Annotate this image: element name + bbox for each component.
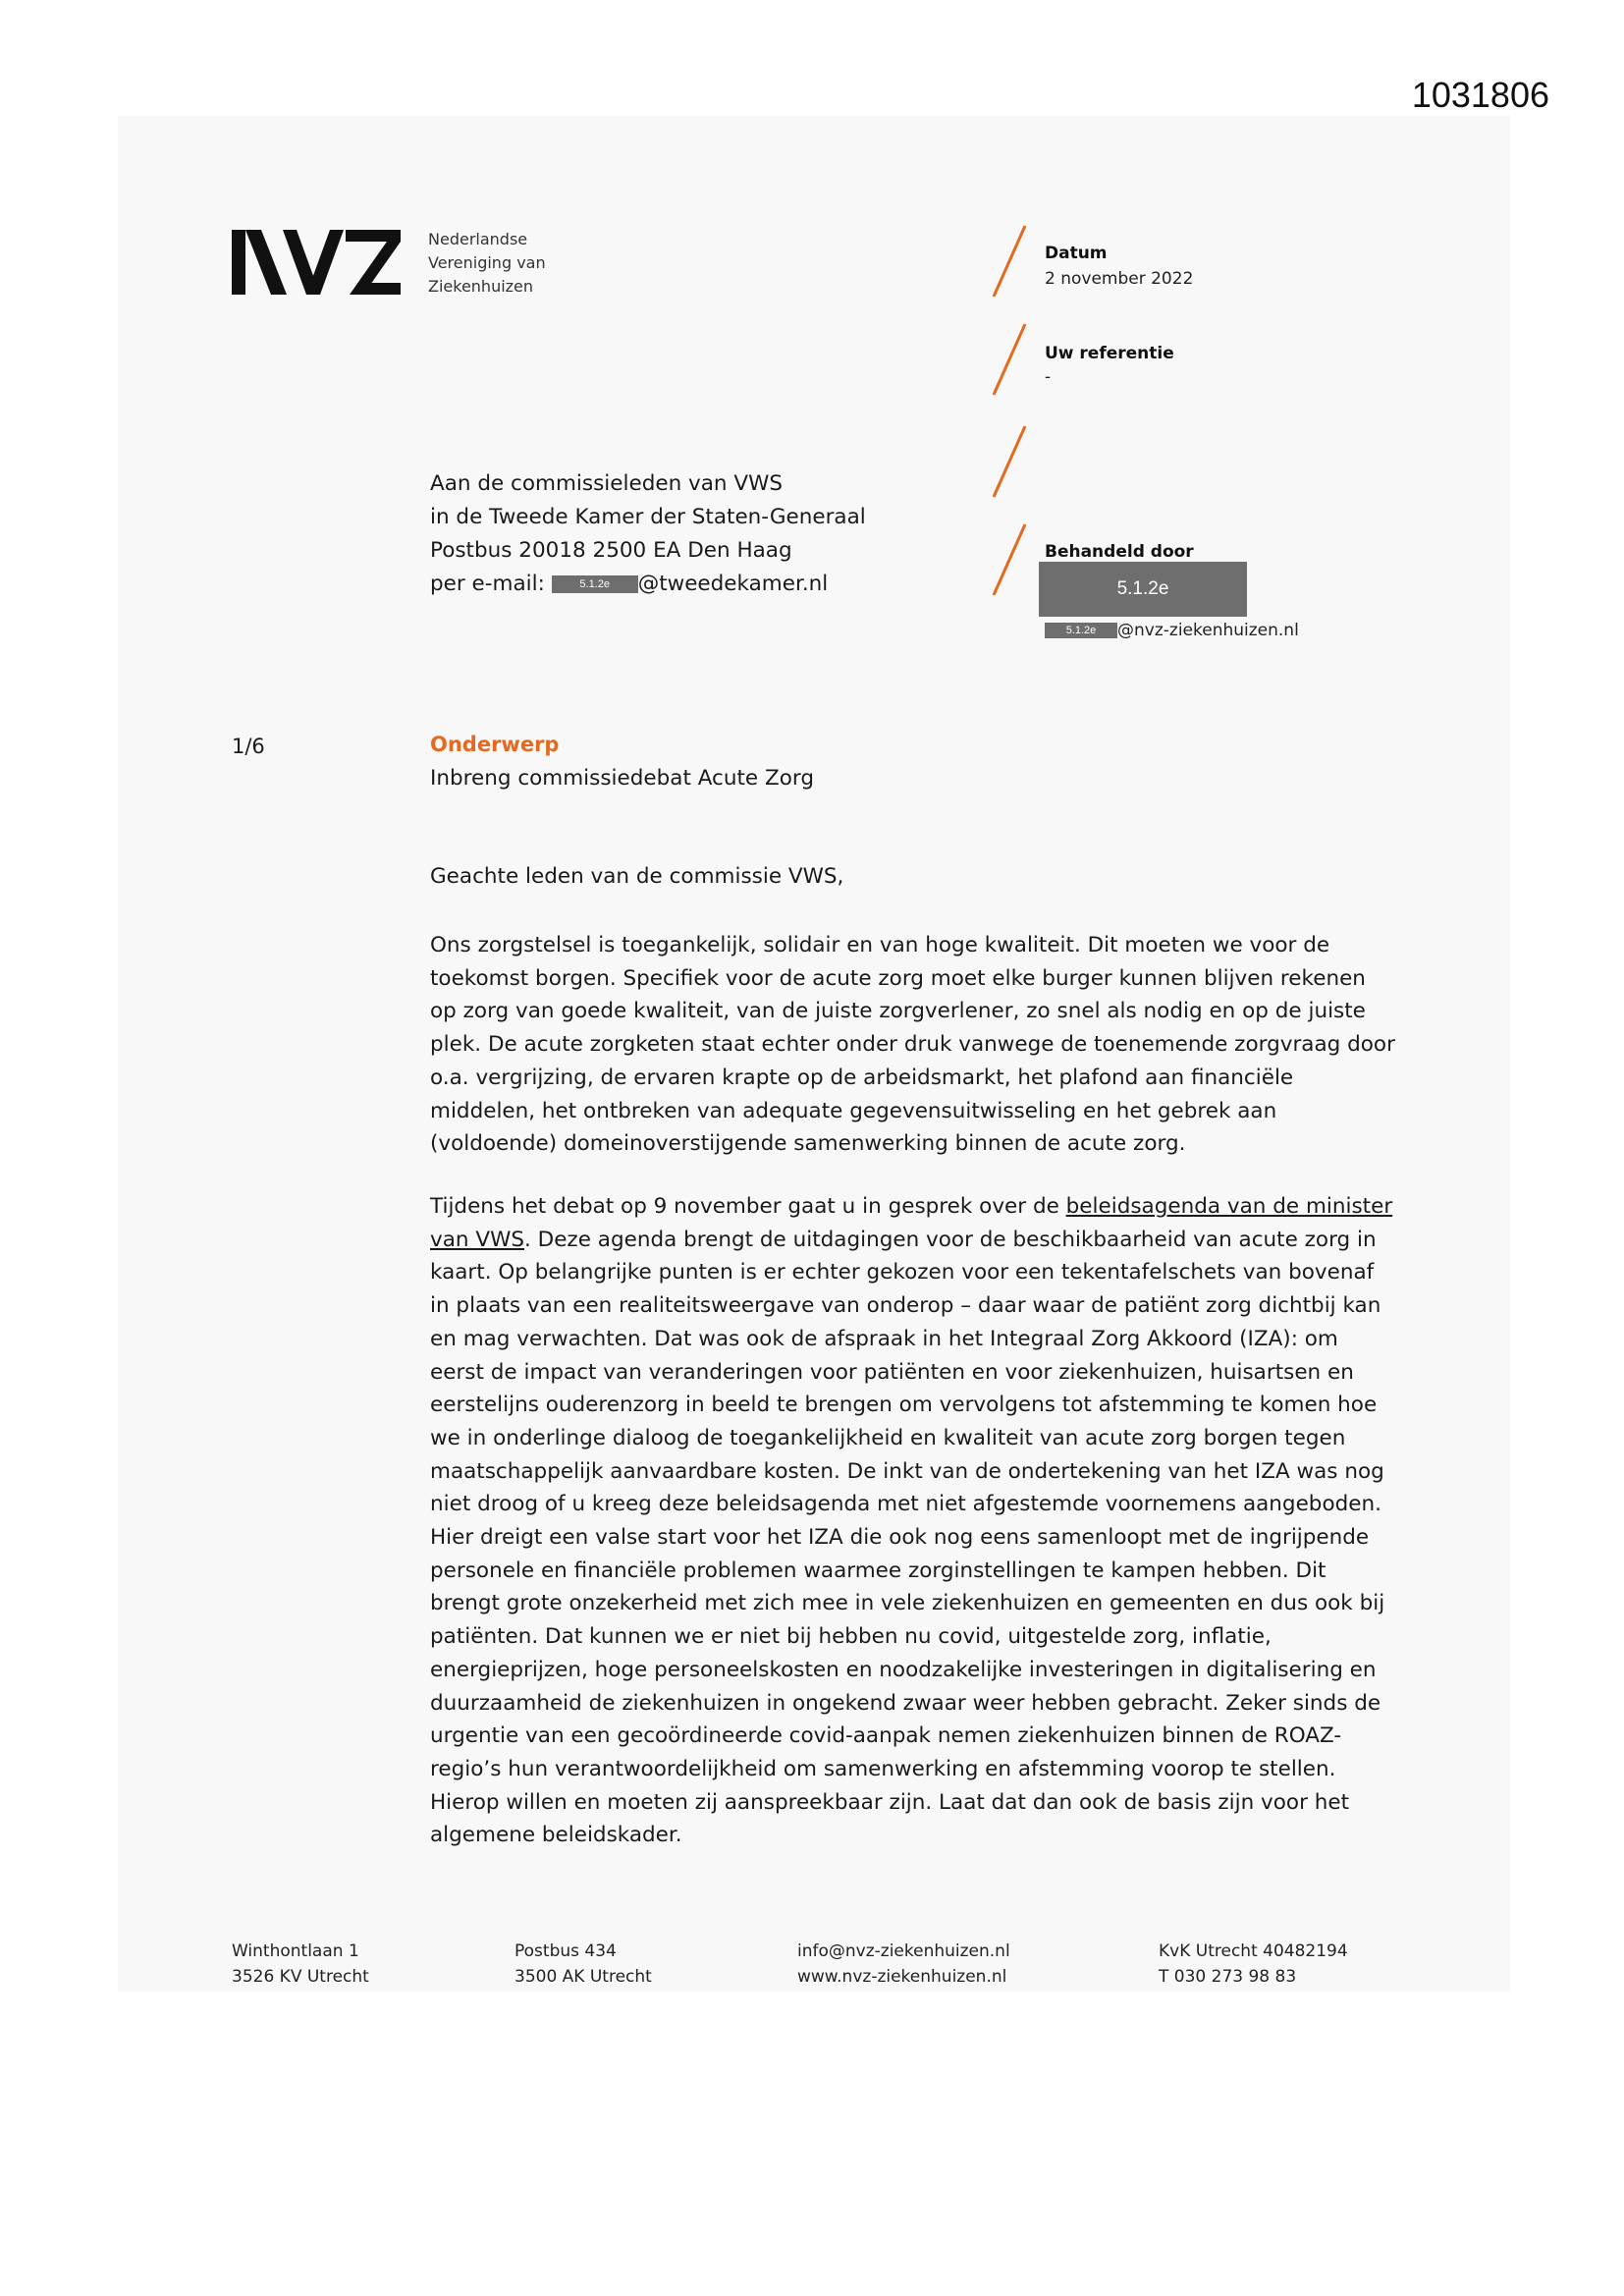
footer-line: 3526 KV Utrecht <box>232 1967 369 1987</box>
paragraph-line: we in onderlinge dialoog de toegankelijkheid en kwaliteit van acute zorg borgen tegen <box>430 1425 1346 1450</box>
footer-line: 3500 AK Utrecht <box>514 1967 652 1987</box>
address-email-line <box>430 568 866 601</box>
address-line: Aan de commissieleden van VWS <box>430 471 784 496</box>
orange-slash-divider <box>990 322 1029 397</box>
paragraph-line: middelen, het ontbreken van adequate gegevensuitwisseling en het gebrek aan <box>430 1098 1277 1123</box>
footer-line: KvK Utrecht 40482194 <box>1159 1941 1348 1961</box>
paragraph-line: plek. De acute zorgketen staat echter onder druk vanwege de toenemende zorgvraag door <box>430 1032 1395 1058</box>
paragraph-line: Hierop willen en moeten zij aanspreekbaar zijn. Laat dat dan ook de basis zijn voor het <box>430 1789 1350 1815</box>
subject-text: Inbreng commissiedebat Acute Zorg <box>430 766 814 791</box>
footer-address <box>232 1939 369 1990</box>
paragraph-line: kaart. Op belangrijke punten is er echter gekozen voor een tekentafelschets van bovenaf <box>430 1260 1375 1285</box>
paragraph-line: niet droog of u kreeg deze beleidsagenda met niet afgestemde voornemens aangeboden. <box>430 1492 1381 1517</box>
organization-name <box>428 228 546 299</box>
referentie-label: Uw referentie <box>1045 344 1174 363</box>
referentie-value: - <box>1045 367 1052 387</box>
org-name-line: Vereniging van <box>428 253 546 272</box>
behandeld-email <box>1045 621 1299 640</box>
paragraph-line: algemene beleidskader. <box>430 1823 682 1848</box>
orange-slash-divider <box>990 224 1029 299</box>
footer-postbus <box>514 1939 652 1990</box>
address-line: Postbus 20018 2500 EA Den Haag <box>430 538 792 563</box>
paragraph-line: brengt grote onzekerheid met zich mee in vele ziekenhuizen en gemeenten en dus ook bij <box>430 1591 1385 1616</box>
beleidsagenda-link[interactable]: beleidsagenda van de minister <box>1065 1194 1393 1219</box>
paragraph-line: eerstelijns ouderenzorg in beeld te brengen om vervolgens tot afstemming te komen hoe <box>430 1393 1378 1418</box>
footer-registration <box>1159 1939 1348 1990</box>
subject-label: Onderwerp <box>430 733 560 756</box>
behandeld-email-domain: @nvz-ziekenhuizen.nl <box>1117 621 1299 640</box>
datum-value: 2 november 2022 <box>1045 269 1194 289</box>
paragraph-line: in plaats van een realiteitsweergave van onderop – daar waar de patiënt zorg dichtbij kan <box>430 1293 1381 1319</box>
footer-line: Winthontlaan 1 <box>232 1941 359 1961</box>
paragraph-line: en mag verwachten. Dat was ook de afspraak in het Integraal Zorg Akkoord (IZA): om <box>430 1326 1338 1351</box>
paragraph-line: Ons zorgstelsel is toegankelijk, solidair en van hoge kwaliteit. Dit moeten we voor de <box>430 933 1330 957</box>
paragraph-line <box>430 1224 1412 1257</box>
line-text: Tijdens het debat op 9 november gaat u in gesprek over de <box>430 1194 1066 1219</box>
document-id: 1031806 <box>1411 75 1549 115</box>
footer-email-link[interactable]: info@nvz-ziekenhuizen.nl <box>797 1941 1010 1961</box>
org-name-line: Nederlandse <box>428 230 528 248</box>
body-paragraph <box>430 1190 1412 1852</box>
salutation: Geachte leden van de commissie VWS, <box>430 864 844 889</box>
paragraph-line: duurzaamheid de ziekenhuizen in ongekend zwaar weer hebben gebracht. Zeker sinds de <box>430 1690 1381 1716</box>
recipient-address <box>430 467 866 601</box>
paragraph-line: regio’s hun verantwoordelijkheid om samenwerking en afstemming voorop te stellen. <box>430 1756 1336 1781</box>
redaction-box: 5.1.2e <box>552 575 638 593</box>
paragraph-line: maatschappelijk aanvaardbare kosten. De inkt van de ondertekening van het IZA was nog <box>430 1458 1384 1484</box>
paragraph-line: toekomst borgen. Specifiek voor de acute zorg moet elke burger kunnen blijven rekenen <box>430 965 1366 991</box>
org-name-line: Ziekenhuizen <box>428 277 534 296</box>
footer-line: Postbus 434 <box>514 1941 617 1961</box>
paragraph-line: eerst de impact van veranderingen voor patiënten en voor ziekenhuizen, huisartsen en <box>430 1359 1354 1385</box>
paragraph-line: Hier dreigt een valse start voor het IZA die ook nog eens samenloopt met de ingrijpende <box>430 1525 1370 1551</box>
page-number: 1/6 <box>232 735 265 758</box>
email-prefix: per e-mail: <box>430 572 552 596</box>
nvz-logo <box>232 230 401 295</box>
body-paragraph <box>430 929 1412 1161</box>
redaction-box: 5.1.2e <box>1045 623 1117 638</box>
orange-slash-divider <box>990 522 1029 597</box>
footer-line: T 030 273 98 83 <box>1159 1967 1297 1987</box>
orange-slash-divider <box>990 424 1029 499</box>
behandeld-label: Behandeld door <box>1045 542 1194 562</box>
footer-website-link[interactable]: www.nvz-ziekenhuizen.nl <box>797 1967 1007 1987</box>
paragraph-line: o.a. vergrijzing, de ervaren krapte op de arbeidsmarkt, het plafond aan financiële <box>430 1065 1294 1090</box>
paragraph-line <box>430 1190 1412 1224</box>
paragraph-line: energieprijzen, hoge personeelskosten en noodzakelijke investeringen in digitalisering en <box>430 1657 1377 1682</box>
address-line: in de Tweede Kamer der Staten-Generaal <box>430 505 866 529</box>
redaction-box: 5.1.2e <box>1039 562 1247 617</box>
paragraph-line: urgentie van een gecoördineerde covid-aanpak nemen ziekenhuizen binnen de ROAZ- <box>430 1723 1342 1749</box>
line-text: . Deze agenda brengt de uitdagingen voor de beschikbaarheid van acute zorg in <box>523 1227 1377 1252</box>
paragraph-line: patiënten. Dat kunnen we er niet bij hebben nu covid, uitgestelde zorg, inflatie, <box>430 1624 1272 1650</box>
paragraph-line: op zorg van goede kwaliteit, van de juiste zorgverlener, zo snel als nodig en op de juiste <box>430 999 1366 1024</box>
paragraph-line: personele en financiële problemen waarmee zorginstellingen te kampen hebben. Dit <box>430 1558 1326 1583</box>
paragraph-line: (voldoende) domeinoverstijgende samenwerking binnen de acute zorg. <box>430 1131 1186 1157</box>
datum-label: Datum <box>1045 244 1108 263</box>
beleidsagenda-link[interactable]: van VWS <box>430 1227 524 1252</box>
email-domain: @tweedekamer.nl <box>637 572 829 596</box>
footer-contact <box>797 1939 1010 1990</box>
